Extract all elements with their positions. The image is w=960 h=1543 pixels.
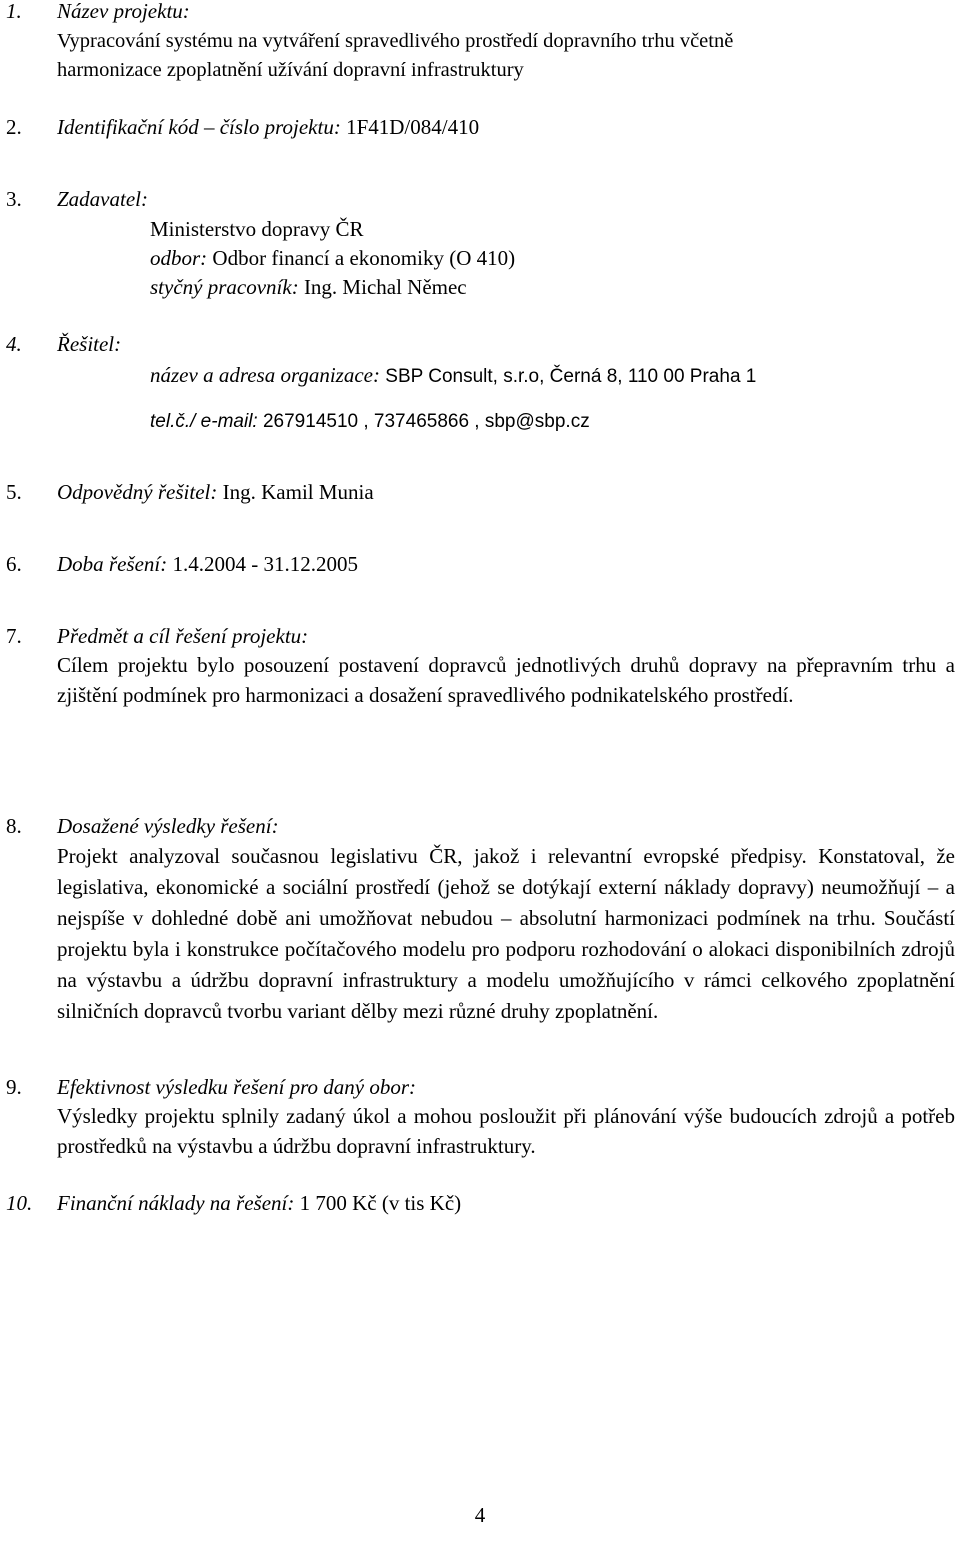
- item-10-row: [57, 1189, 461, 1217]
- item-4-label: Řešitel:: [57, 332, 122, 356]
- page-number: 4: [474, 1503, 486, 1527]
- item-2-row: [57, 113, 479, 141]
- item-6-row: [57, 550, 358, 578]
- solver-contact-value: 267914510 , 737465866 , sbp@sbp.cz: [257, 411, 590, 432]
- item-3-label: Zadavatel:: [57, 187, 148, 211]
- item-5-number: 5.: [6, 480, 22, 504]
- item-10-label: Finanční náklady na řešení:: [57, 1191, 295, 1215]
- solver-contact-row: [150, 406, 590, 436]
- financial-costs: 1 700 Kč (v tis Kč): [294, 1191, 462, 1215]
- item-7-label: Předmět a cíl řešení projektu:: [57, 624, 309, 648]
- project-code: 1F41D/084/410: [340, 115, 480, 139]
- solver-org-value: SBP Consult, s.r.o, Černá 8, 110 00 Praha 1: [380, 366, 757, 387]
- item-3-number: 3.: [6, 187, 22, 211]
- responsible-solver: Ing. Kamil Munia: [217, 480, 374, 504]
- solver-org-row: [150, 361, 756, 391]
- item-4-number: 4.: [6, 332, 22, 356]
- item-6-label: Doba řešení:: [57, 552, 168, 576]
- item-1-number: 1.: [6, 0, 22, 23]
- item-7-number: 7.: [6, 624, 22, 648]
- item-9-label: Efektivnost výsledku řešení pro daný obor:: [57, 1075, 417, 1099]
- item-8-label: Dosažené výsledky řešení:: [57, 814, 279, 838]
- client-ministry: Ministerstvo dopravy ČR: [150, 217, 364, 241]
- solver-org-label: název a adresa organizace:: [150, 363, 380, 387]
- item-2-number: 2.: [6, 115, 22, 139]
- item-6-number: 6.: [6, 552, 22, 576]
- item-2-label: Identifikační kód – číslo projektu:: [57, 115, 341, 139]
- client-dept-value: Odbor financí a ekonomiky (O 410): [207, 246, 516, 270]
- client-contact-row: [150, 273, 467, 301]
- item-5-label: Odpovědný řešitel:: [57, 480, 218, 504]
- item-7-text: Cílem projektu bylo posouzení postavení dopravců jednotlivých druhů dopravy na přepravním trhu a zjištění podmínek pro harmonizaci a dosažení spravedlivého podnikatelského prostředí.: [57, 653, 955, 707]
- solution-period: 1.4.2004 - 31.12.2005: [167, 552, 358, 576]
- item-1-label: Název projektu:: [57, 0, 190, 23]
- item-8-number: 8.: [6, 814, 22, 838]
- client-contact-value: Ing. Michal Němec: [298, 275, 467, 299]
- item-5-row: [57, 478, 374, 506]
- item-9-text: Výsledky projektu splnily zadaný úkol a mohou posloužit při plánování výše budoucích zdrojů a potřeb prostředků na výstavbu a údržbu dopravní infrastruktury.: [57, 1104, 955, 1158]
- item-9-number: 9.: [6, 1075, 22, 1099]
- item-8-text: Projekt analyzoval současnou legislativu ČR, jakož i relevantní evropské předpisy. Konstatoval, že legislativa, ekonomické a sociální prostředí (jehož se dotýkají externí náklady dopravy) neumožňují – a nejspíše v dohledné době ani umožňovat nebudou – absolutní harmonizaci podmínek na trhu. Součástí projektu byla i konstrukce počítačového modelu pro podporu rozhodování o alokaci disponibilních zdrojů na výstavbu a údržbu dopravní infrastruktury a modelu umožňujícího v rámci celkového zpoplatnění silničních dopravců tvorbu variant dělby mezi různé druhy zpoplatnění.: [57, 844, 955, 1024]
- item-10-number: 10.: [6, 1191, 33, 1215]
- solver-contact-label: tel.č./ e-mail:: [150, 411, 258, 432]
- project-name-line-1: Vypracování systému na vytváření spravedlivého prostředí dopravního trhu včetně: [57, 30, 734, 52]
- client-dept-row: [150, 244, 515, 272]
- client-dept-label: odbor:: [150, 246, 208, 270]
- project-name-line-2: harmonizace zpoplatnění užívání dopravní infrastruktury: [57, 59, 524, 81]
- client-contact-label: styčný pracovník:: [150, 275, 299, 299]
